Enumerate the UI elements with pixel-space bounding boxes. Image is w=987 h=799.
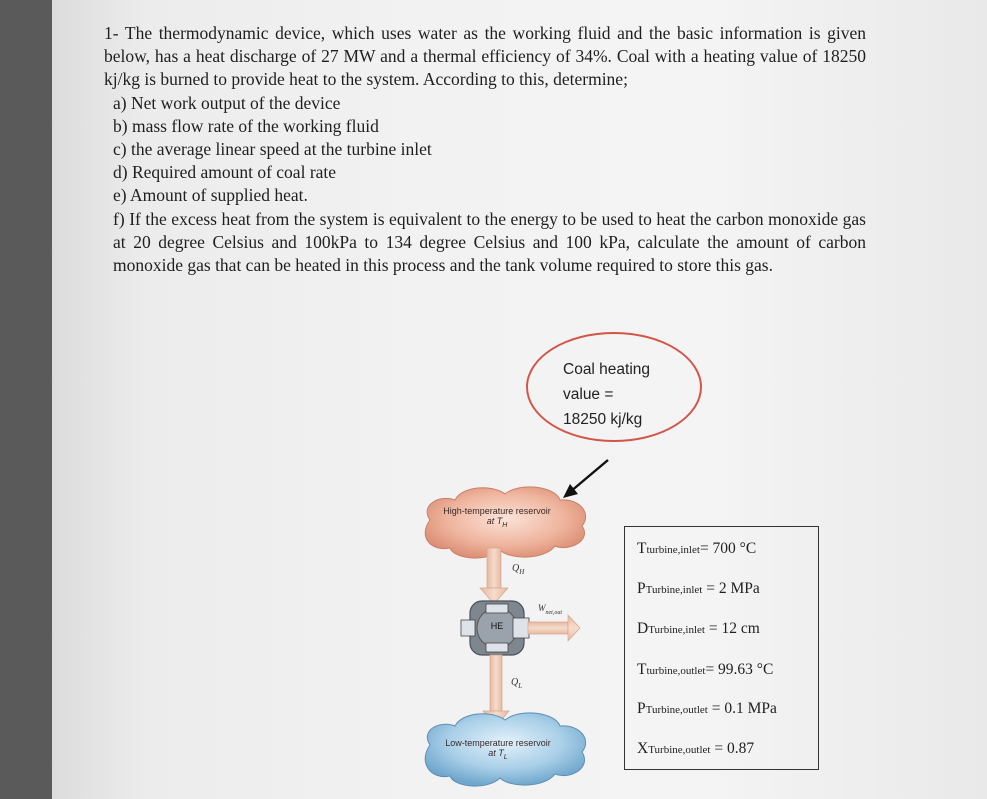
param-turbine-outlet-quality: XTurbine,outlet = 0.87 [637, 740, 755, 757]
qh-label: $Q_H$ [512, 563, 525, 576]
heat-engine-label: HE [490, 621, 504, 631]
param-turbine-inlet-temperature: Tturbine,inlet= 700 °C [637, 540, 757, 557]
question-f: f) If the excess heat from the system is equivalent to the energy to be used to heat the carbon monoxide gas at 20 degree Celsius and 100kPa to 134 degree Celsius and 100 kPa, calculate the amount of carbon monoxide gas that can be heated in this process and the tank volume required to store this gas. [113, 208, 866, 276]
turbine-data-box [624, 526, 819, 770]
param-turbine-inlet-diameter: DTurbine,inlet = 12 cm [637, 620, 760, 637]
param-turbine-outlet-temperature: Tturbine,outlet= 99.63 °C [637, 661, 774, 678]
param-turbine-outlet-pressure: PTurbine,outlet = 0.1 MPa [637, 700, 777, 717]
callout-arrow [563, 460, 608, 498]
question-d: d) Required amount of coal rate [113, 162, 337, 183]
question-e: e) Amount of supplied heat. [113, 185, 308, 206]
low-reservoir-label: Low-temperature reservoir at $T_L$ [445, 738, 551, 761]
question-a: a) Net work output of the device [113, 92, 341, 113]
ql-label: $Q_L$ [511, 677, 523, 690]
callout-line-3: 18250 kj/kg [563, 411, 643, 428]
wnet-arrow [528, 615, 580, 641]
high-reservoir-label: High-temperature reservoir at $T_H$ [443, 506, 551, 529]
callout-line-2: value = [563, 386, 614, 403]
problem-intro: 1- The thermodynamic device, which uses water as the working fluid and the basic information is given below, has a heat discharge of 27 MW and a thermal efficiency of 34%. Coal with a heating value of 18250 kj/kg is burned to provide heat to the system. According to this, determine; [104, 23, 866, 90]
question-b: b) mass flow rate of the working fluid [113, 115, 379, 136]
wnet-label: $W_{net,out}$ [538, 603, 562, 616]
question-c: c) the average linear speed at the turbine inlet [113, 139, 432, 160]
param-turbine-inlet-pressure: PTurbine,inlet = 2 MPa [637, 580, 760, 597]
callout-line-1: Coal heating [563, 361, 651, 378]
